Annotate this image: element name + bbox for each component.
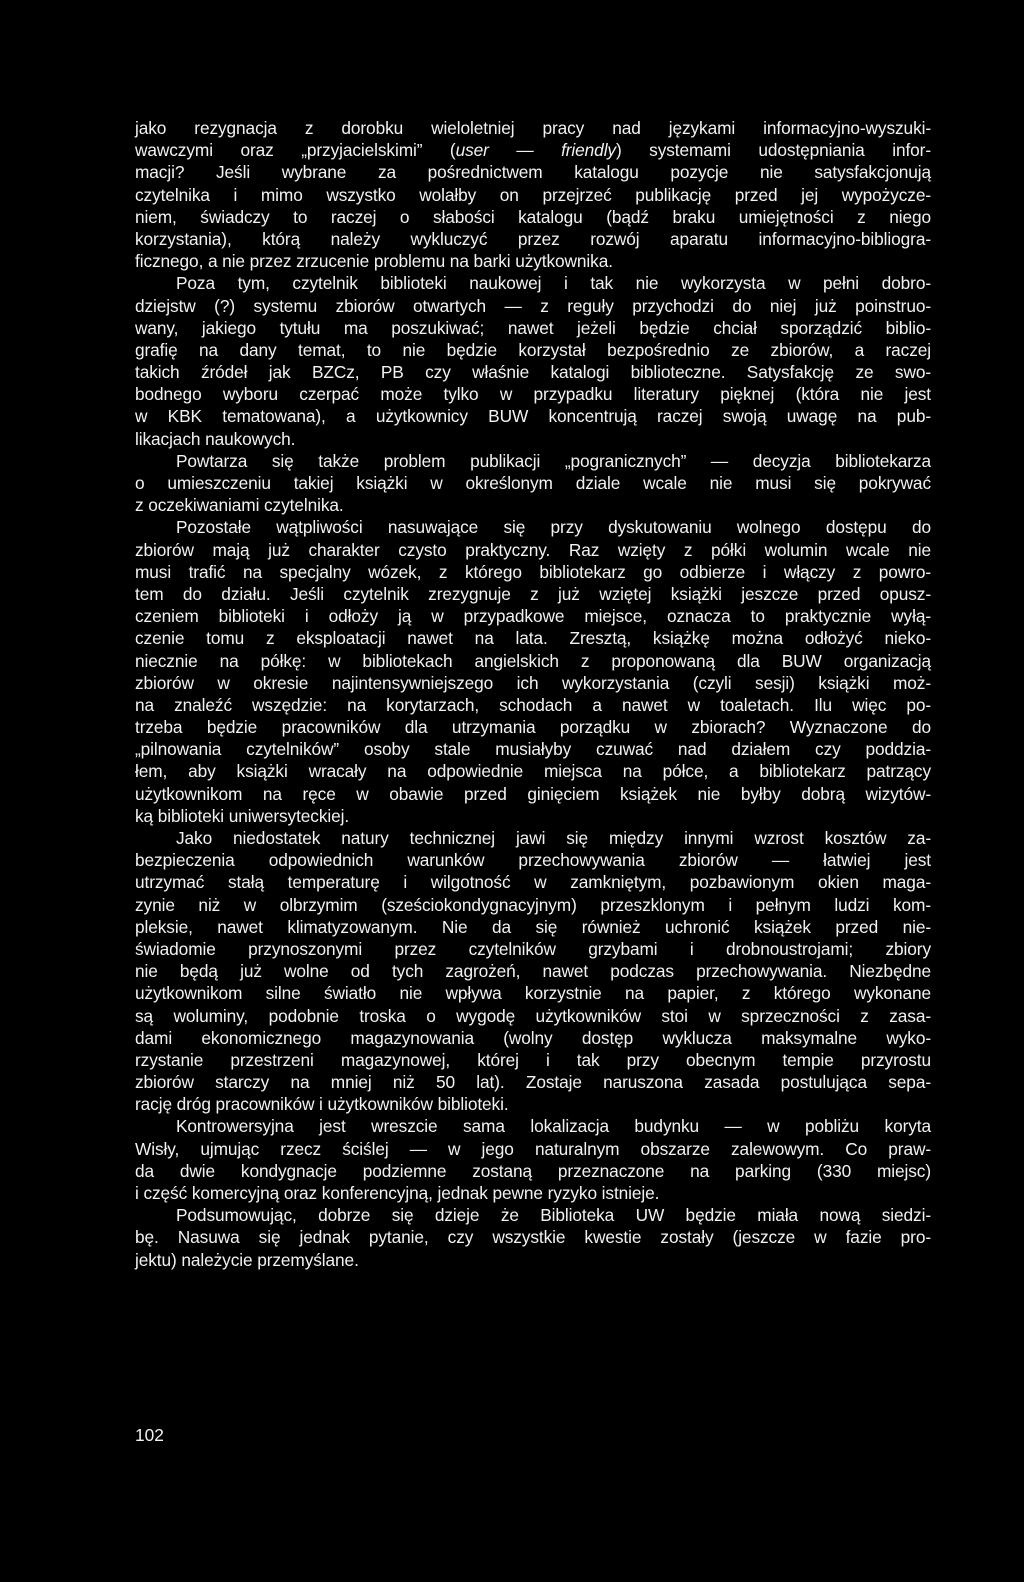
text-line	[135, 428, 931, 450]
text-run: wany, jakiego tytułu ma poszukiwać; nawet jeżeli będzie chciał sporządzić biblio-	[135, 317, 931, 338]
text-line	[135, 583, 931, 605]
text-run: macji? Jeśli wybrane za pośrednictwem katalogu pozycje nie satysfakcjonują	[135, 162, 931, 183]
text-run: czeniem biblioteki i odłoży ją w przypadkowe miejsce, oznacza to praktycznie wyłą-	[135, 606, 931, 627]
text-run: utrzymać stałą temperaturę i wilgotność w zamkniętym, pozbawionym okien maga-	[135, 872, 931, 893]
text-line	[135, 1249, 931, 1271]
text-run: użytkownikom silne światło nie wpływa korzystnie na papier, z którego wykonane	[135, 983, 931, 1004]
text-line	[135, 494, 931, 516]
text-line	[135, 605, 931, 627]
text-line	[135, 1005, 931, 1027]
text-run: ficznego, a nie przez zrzucenie problemu na barki użytkownika.	[135, 251, 613, 272]
text-run: świadomie przynoszonymi przez czytelników grzybami i drobnoustrojami; zbiory	[135, 938, 931, 959]
text-line	[135, 916, 931, 938]
text-run: Kontrowersyjna jest wreszcie sama lokalizacja budynku — w pobliżu koryta	[176, 1116, 931, 1137]
text-run: łem, aby książki wracały na odpowiednie miejsca na półce, a bibliotekarz patrzący	[135, 761, 931, 782]
text-line	[135, 339, 931, 361]
text-line	[135, 516, 931, 538]
text-line	[135, 139, 931, 161]
text-line	[135, 1071, 931, 1093]
text-run: zbiorów starczy na mniej niż 50 lat). Zostaje naruszona zasada postulująca sepa-	[135, 1072, 931, 1093]
text-run: Pozostałe wątpliwości nasuwające się przy dyskutowaniu wolnego dostępu do	[176, 517, 931, 538]
text-line	[135, 383, 931, 405]
text-line	[135, 250, 931, 272]
text-line	[135, 450, 931, 472]
text-run: czytelnika i mimo wszystko wolałby on przejrzeć publikację przed jej wypożycze-	[135, 184, 931, 205]
text-run: Poza tym, czytelnik biblioteki naukowej i tak nie wykorzysta w pełni dobro-	[176, 273, 931, 294]
text-line	[135, 117, 931, 139]
text-line	[135, 805, 931, 827]
text-line	[135, 1204, 931, 1226]
text-line	[135, 716, 931, 738]
text-run: o umieszczeniu takiej książki w określonym dziale wcale nie musi się pokrywać	[135, 473, 931, 493]
text-line	[135, 1138, 931, 1160]
text-run: niecznie na półkę: w bibliotekach angielskich z proponowaną dla BUW organizacją	[135, 650, 931, 671]
text-line	[135, 783, 931, 805]
text-line	[135, 228, 931, 250]
text-line	[135, 561, 931, 583]
page-number: 102	[135, 1425, 164, 1445]
text-run: bezpieczenia odpowiednich warunków przechowywania zbiorów — łatwiej jest	[135, 850, 931, 871]
text-line	[135, 760, 931, 782]
text-run: ) systemami udostępniania infor-	[615, 140, 931, 161]
text-line	[135, 738, 931, 760]
text-line	[135, 295, 931, 317]
text-line	[135, 982, 931, 1004]
text-line	[135, 938, 931, 960]
text-line	[135, 694, 931, 716]
text-run: są woluminy, podobnie troska o wygodę użytkowników stoi w sprzeczności z zasa-	[135, 1005, 931, 1026]
text-line	[135, 1049, 931, 1071]
body-text	[135, 117, 931, 1271]
text-line	[135, 539, 931, 561]
text-line	[135, 317, 931, 339]
italic-term: user	[455, 140, 489, 161]
text-run: niem, świadczy to raczej o słabości katalogu (bądź braku umiejętności z niego	[135, 206, 931, 227]
text-line	[135, 894, 931, 916]
text-line	[135, 184, 931, 206]
text-run: czenie tomu z eksploatacji nawet na lata. Zresztą, książkę można odłożyć nieko-	[135, 628, 931, 649]
text-line	[135, 1093, 931, 1115]
text-line	[135, 827, 931, 849]
text-line	[135, 1182, 931, 1204]
text-run: jako rezygnacja z dorobku wieloletniej pracy nad językami informacyjno-wyszuki-	[135, 118, 931, 138]
text-run: zbiorów mają już charakter czysto praktyczny. Raz wzięty z półki wolumin wcale nie	[135, 539, 931, 560]
text-run: tem do działu. Jeśli czytelnik zrezygnuje z już wziętej książki jeszcze przed opusz-	[135, 583, 931, 604]
text-run: trzeba będzie pracowników dla utrzymania porządku w zbiorach? Wyznaczone do	[135, 717, 931, 738]
text-run: zynie niż w olbrzymim (sześciokondygnacyjnym) przeszklonym i pełnym ludzi kom-	[135, 894, 931, 915]
text-line	[135, 627, 931, 649]
text-line	[135, 206, 931, 228]
text-run: Podsumowując, dobrze się dzieje że Biblioteka UW będzie miała nową siedzi-	[176, 1205, 931, 1226]
text-line	[135, 871, 931, 893]
italic-term: friendly	[561, 140, 616, 161]
text-run: ką biblioteki uniwersyteckiej.	[135, 805, 350, 826]
text-run: pleksie, nawet klimatyzowanym. Nie da się również uchronić książek przed nie-	[135, 916, 931, 937]
text-run: likacjach naukowych.	[135, 428, 296, 449]
text-run: da dwie kondygnacje podziemne zostaną przeznaczone na parking (330 miejsc)	[135, 1160, 931, 1181]
text-run: Wisły, ujmując rzecz ściślej — w jego naturalnym obszarze zalewowym. Co praw-	[135, 1138, 931, 1159]
text-line	[135, 405, 931, 427]
text-run: na znaleźć wszędzie: na korytarzach, schodach a nawet w toaletach. Ilu więc po-	[135, 694, 931, 715]
text-run: Powtarza się także problem publikacji „pogranicznych” — decyzja bibliotekarza	[176, 450, 931, 471]
text-line	[135, 849, 931, 871]
text-line	[135, 1160, 931, 1182]
text-run: rzystanie przestrzeni magazynowej, której i tak przy obecnym tempie przyrostu	[135, 1049, 931, 1070]
text-run: wawczymi oraz „przyjacielskimi” (	[135, 140, 456, 161]
text-line	[135, 650, 931, 672]
text-run: użytkownikom na ręce w obawie przed ginięciem książek nie byłby dobrą wizytów-	[135, 783, 931, 804]
text-line	[135, 361, 931, 383]
text-run: Jako niedostatek natury technicznej jawi się między innymi wzrost kosztów za-	[176, 828, 931, 848]
text-run: i część komercyjną oraz konferencyjną, jednak pewne ryzyko istnieje.	[135, 1183, 660, 1203]
text-run: korzystania), którą należy wykluczyć przez rozwój aparatu informacyjno-bibliogra-	[135, 228, 931, 249]
text-run: nie będą już wolne od tych zagrożeń, nawet podczas przechowywania. Niezbędne	[135, 961, 931, 982]
text-line	[135, 272, 931, 294]
text-run: musi trafić na specjalny wózek, z którego bibliotekarz go odbierze i włączy z powro-	[135, 561, 931, 582]
text-run: w KBK tematowana), a użytkownicy BUW koncentrują raczej swoją uwagę na pub-	[135, 406, 931, 427]
text-run: bodnego wyboru czerpać może tylko w przypadku literatury pięknej (która nie jest	[135, 384, 931, 405]
text-run: zbiorów w okresie najintensywniejszego ich wykorzystania (czyli sesji) książki moż-	[135, 672, 931, 693]
text-line	[135, 1226, 931, 1248]
text-run: takich źródeł jak BZCz, PB czy właśnie katalogi biblioteczne. Satysfakcję ze swo-	[135, 362, 931, 383]
text-run: rację dróg pracowników i użytkowników biblioteki.	[135, 1094, 509, 1115]
text-run: jektu) należycie przemyślane.	[135, 1249, 359, 1270]
text-run: dziejstw (?) systemu zbiorów otwartych — z reguły przychodzi do niej już poinstruo-	[135, 295, 931, 316]
text-run: bę. Nasuwa się jednak pytanie, czy wszystkie kwestie zostały (jeszcze w fazie pro-	[135, 1227, 931, 1248]
text-line	[135, 672, 931, 694]
text-run: —	[488, 140, 562, 161]
text-run: grafię na dany temat, to nie będzie korzystał bezpośrednio ze zbiorów, a raczej	[135, 339, 931, 360]
text-line	[135, 161, 931, 183]
text-line	[135, 472, 931, 494]
text-run: dami ekonomicznego magazynowania (wolny dostęp wyklucza maksymalne wyko-	[135, 1027, 931, 1048]
text-line	[135, 1027, 931, 1049]
text-run: z oczekiwaniami czytelnika.	[135, 495, 344, 516]
text-run: „pilnowania czytelników” osoby stale musiałyby czuwać nad działem czy poddzia-	[135, 739, 931, 760]
text-line	[135, 960, 931, 982]
text-line	[135, 1115, 931, 1137]
